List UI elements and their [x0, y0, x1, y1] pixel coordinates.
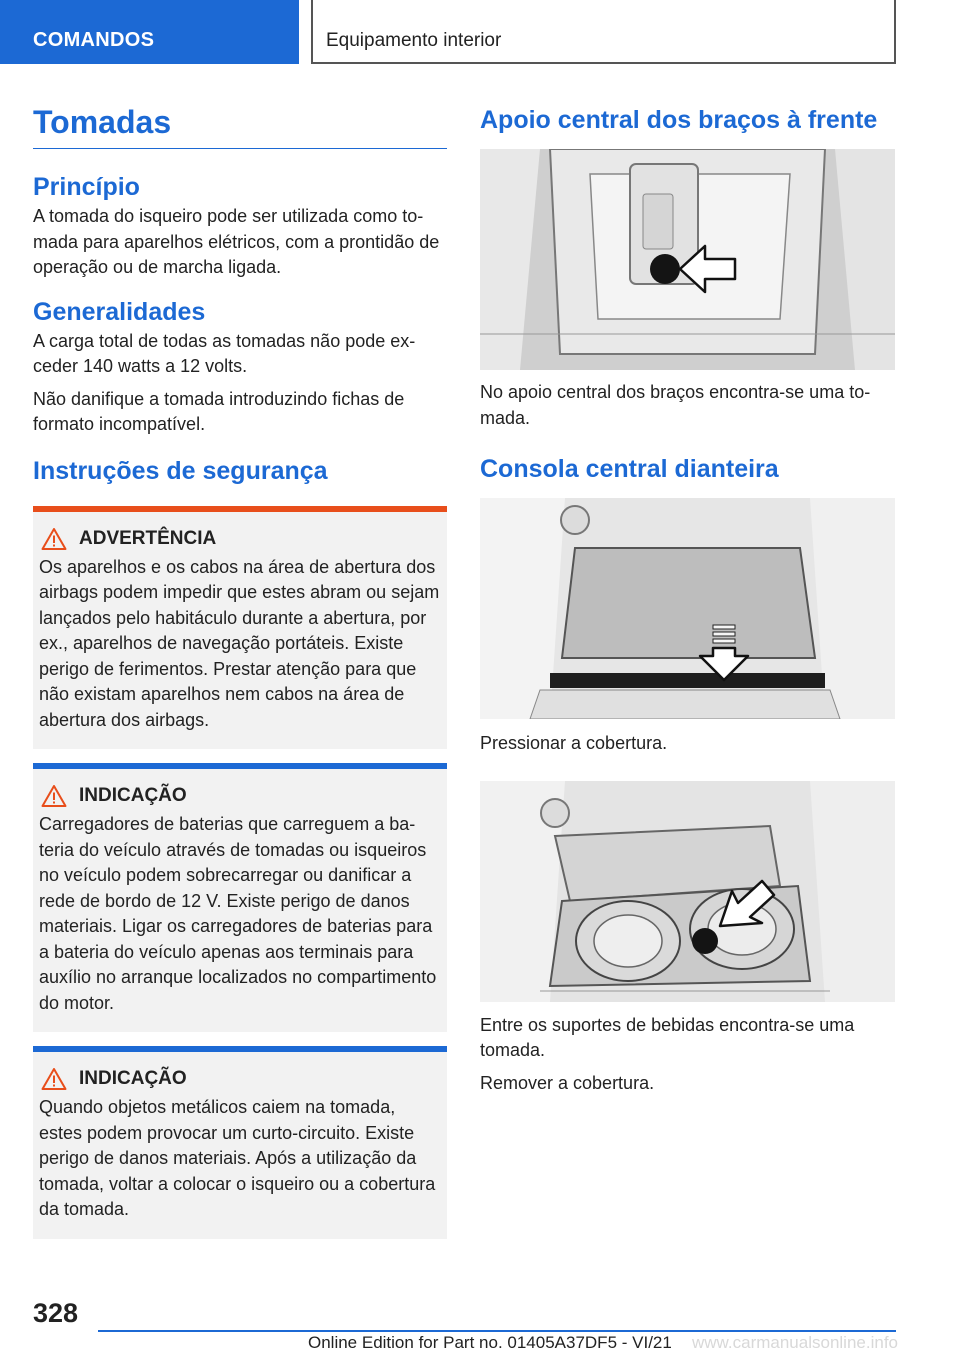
safety-heading: Instruções de segurança [33, 456, 328, 485]
cupholder-socket-illustration [480, 781, 895, 1002]
principle-heading: Princípio [33, 173, 140, 201]
page-title: Tomadas [33, 100, 447, 149]
edition-text: Online Edition for Part no. 01405A37DF5 - VI/21 [308, 1333, 672, 1352]
chapter-label: Equipamento interior [326, 30, 502, 51]
page-number: 328 [33, 1298, 79, 1328]
note-title-row-1 [39, 783, 441, 809]
watermark-link[interactable]: www.carmanualsonline.info [692, 1333, 898, 1352]
remove-cover-caption: Remover a cobertura. [480, 1072, 655, 1093]
warning-text: Os aparelhos e os cabos na área de abertura dos airbags podem impedir que estes abram ou sejam lançados pelo habitáculo durante a abertura, por ex., aparelhos de navegação portáteis. Existe perigo de ferimentos. Prestar atenção para que não existam aparelhos nem cabos na área de abertura dos airbags. [39, 556, 440, 730]
warning-title-row [39, 526, 441, 552]
footer-divider [98, 1330, 896, 1332]
armrest-caption: No apoio central dos braços encontra-se uma tomada. [480, 382, 871, 428]
cupholder-caption: Entre os suportes de bebidas encontra-se uma tomada. [480, 1014, 855, 1060]
right-column [480, 100, 895, 1096]
principle-text: A tomada do isqueiro pode ser utilizada como tomada para aparelhos elétricos, com a prontidão de operação ou de marcha ligada. [33, 206, 440, 277]
chapter-tab [311, 0, 896, 64]
armrest-socket-illustration [480, 149, 895, 370]
left-column [33, 100, 447, 1239]
note-text-2: Quando objetos metálicos caiem na tomada, estes podem provocar um curto-circuito. Existe perigo de danos materiais. Após a utilização da tomada, voltar a colocar o isqueiro ou a cobertura da tomada. [39, 1097, 436, 1219]
general-text-1: A carga total de todas as tomadas não pode exceder 140 watts a 12 volts. [33, 330, 416, 376]
note-title-2: INDICAÇÃO [79, 1068, 187, 1089]
section-label: COMANDOS [33, 29, 155, 51]
note-title-1: INDICAÇÃO [79, 785, 187, 806]
section-tab [0, 0, 299, 64]
note-title-row-2 [39, 1066, 441, 1092]
note-box-2 [33, 1046, 447, 1239]
console-cover-illustration [480, 498, 895, 719]
warning-triangle-icon [41, 527, 67, 551]
armrest-heading: Apoio central dos braços à frente [480, 106, 878, 134]
warning-triangle-icon [41, 1067, 67, 1091]
general-text-2: Não danifique a tomada introduzindo fichas de formato incompatível. [33, 388, 405, 434]
note-text-1: Carregadores de baterias que carreguem a bateria do veículo através de tomadas ou isqueiros no veículo podem sobrecarregar ou danificar a rede de bordo de 12 V. Existe perigo de danos materiais. Ligar os carregadores de baterias para a bateria do veículo apenas aos terminais para auxílio no arranque localizados no compartimento do motor. [39, 814, 437, 1013]
warning-title: ADVERTÊNCIA [79, 527, 217, 549]
console-heading: Consola central dianteira [480, 455, 779, 483]
general-heading: Generalidades [33, 297, 206, 326]
note-box-1 [33, 763, 447, 1032]
warning-box [33, 506, 447, 750]
warning-triangle-icon [41, 784, 67, 808]
console-caption-press: Pressionar a cobertura. [480, 733, 668, 753]
